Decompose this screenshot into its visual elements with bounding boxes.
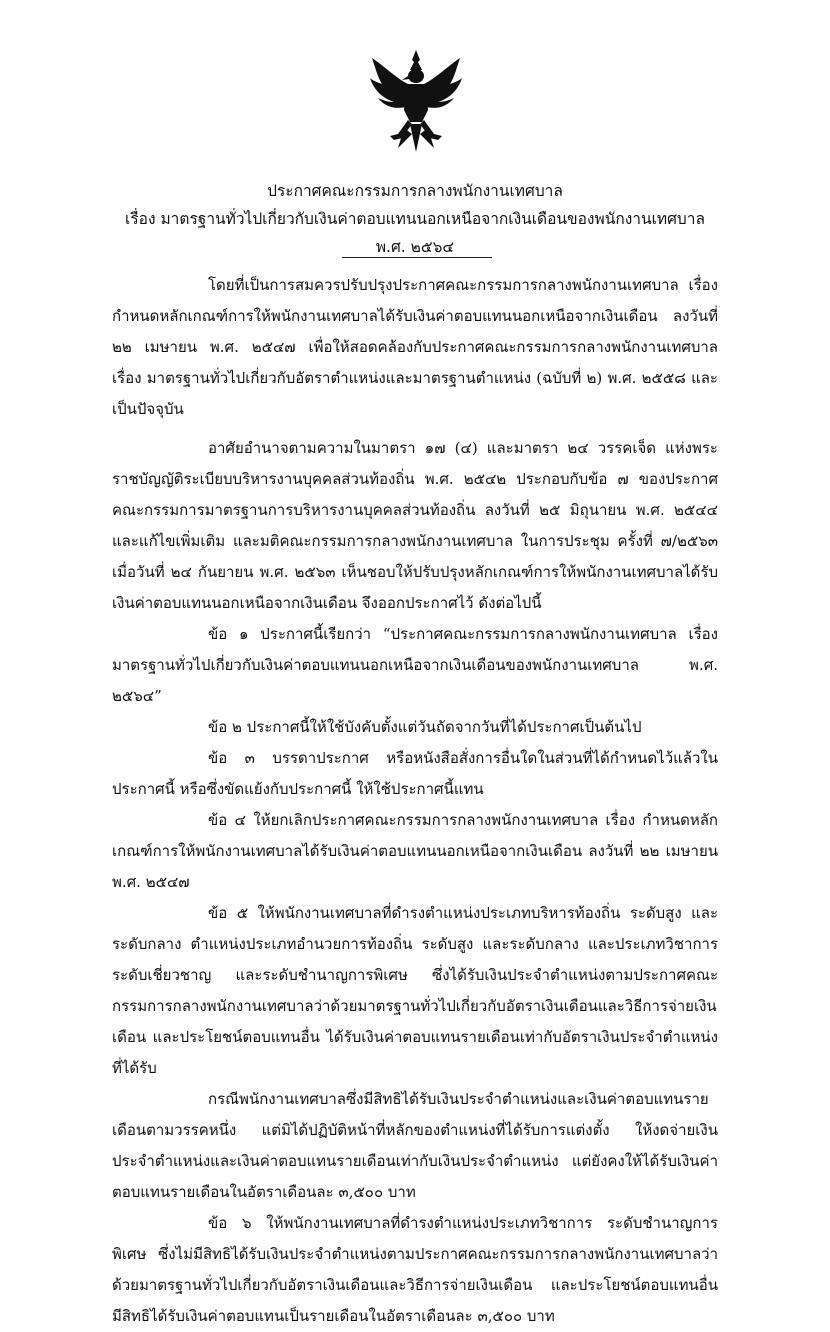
document-body (112, 270, 718, 1332)
paragraph-clause-5: ข้อ ๕ ให้พนักงานเทศบาลที่ดำรงตำแหน่งประเภทบริหารท้องถิ่น ระดับสูง และระดับกลาง ตำแหน่งประเภทอำนวยการท้องถิ่น ระดับสูง และระดับกลาง และประเภทวิชาการ ระดับเชี่ยวชาญ และระดับชำนาญการพิเศษ ซึ่งได้รับเงินประจำตำแหน่งตามประกาศคณะกรรมการกลางพนักงานเทศบาลว่าด้วยมาตรฐานทั่วไปเกี่ยวกับอัตราเงินเดือนและวิธีการจ่ายเงินเดือน และประโยชน์ตอบแทนอื่น ได้รับเงินค่าตอบแทนรายเดือนเท่ากับอัตราเงินประจำตำแหน่งที่ได้รับ (112, 904, 718, 1077)
paragraph-authority: อาศัยอำนาจตามความในมาตรา ๑๗ (๔) และมาตรา ๒๔ วรรคเจ็ด แห่งพระราชบัญญัติระเบียบบริหารงานบุคคลส่วนท้องถิ่น พ.ศ. ๒๕๔๒ ประกอบกับข้อ ๗ ของประกาศคณะกรรมการมาตรฐานการบริหารงานบุคคลส่วนท้องถิ่น ลงวันที่ ๒๕ มิถุนายน พ.ศ. ๒๕๔๔ และแก้ไขเพิ่มเติม และมติคณะกรรมการกลางพนักงานเทศบาล ในการประชุม ครั้งที่ ๗/๒๕๖๓ เมื่อวันที่ ๒๔ กันยายน พ.ศ. ๒๕๖๓ เห็นชอบให้ปรับปรุงหลักเกณฑ์การให้พนักงานเทศบาลได้รับเงินค่าตอบแทนนอกเหนือจากเงินเดือน จึงออกประกาศไว้ ดังต่อไปนี้ (112, 439, 718, 612)
title-divider (342, 257, 492, 258)
paragraph-clause-5-case: กรณีพนักงานเทศบาลซึ่งมีสิทธิได้รับเงินประจำตำแหน่งและเงินค่าตอบแทนรายเดือนตามวรรคหนึ่ง แต่มิได้ปฏิบัติหน้าที่หลักของตำแหน่งที่ได้รับการแต่งตั้ง ให้งดจ่ายเงินประจำตำแหน่งและเงินค่าตอบแทนรายเดือนเท่ากับเงินประจำตำแหน่ง แต่ยังคงให้ได้รับเงินค่าตอบแทนรายเดือนในอัตราเดือนละ ๓,๕๐๐ บาท (112, 1090, 718, 1201)
paragraph-clause-6: ข้อ ๖ ให้พนักงานเทศบาลที่ดำรงตำแหน่งประเภทวิชาการ ระดับชำนาญการพิเศษ ซึ่งไม่มีสิทธิได้รับเงินประจำตำแหน่งตามประกาศคณะกรรมการกลางพนักงานเทศบาลว่าด้วยมาตรฐานทั่วไปเกี่ยวกับอัตราเงินเดือนและวิธีการจ่ายเงินเดือน และประโยชน์ตอบแทนอื่น มีสิทธิได้รับเงินค่าตอบแทนเป็นรายเดือนในอัตราเดือนละ ๓,๕๐๐ บาท (112, 1214, 718, 1325)
paragraph-clause-4: ข้อ ๔ ให้ยกเลิกประกาศคณะกรรมการกลางพนักงานเทศบาล เรื่อง กำหนดหลักเกณฑ์การให้พนักงานเทศบาลได้รับเงินค่าตอบแทนนอกเหนือจากเงินเดือน ลงวันที่ ๒๒ เมษายน พ.ศ. ๒๕๔๗ (112, 811, 718, 891)
paragraph-clause-3: ข้อ ๓ บรรดาประกาศ หรือหนังสือสั่งการอื่นใดในส่วนที่ได้กำหนดไว้แล้วในประกาศนี้ หรือซึ่งขัดแย้งกับประกาศนี้ ให้ใช้ประกาศนี้แทน (112, 749, 718, 798)
announcement-title: ประกาศคณะกรรมการกลางพนักงานเทศบาล (267, 182, 563, 200)
paragraph-clause-2: ข้อ ๒ ประกาศนี้ให้ใช้บังคับตั้งแต่วันถัดจากวันที่ได้ประกาศเป็นต้นไป (208, 718, 642, 736)
paragraph-clause-1: ข้อ ๑ ประกาศนี้เรียกว่า “ประกาศคณะกรรมการกลางพนักงานเทศบาล เรื่อง มาตรฐานทั่วไปเกี่ยวกับเงินค่าตอบแทนนอกเหนือจากเงินเดือนของพนักงานเทศบาล พ.ศ. ๒๕๖๔” (112, 625, 718, 705)
announcement-year: พ.ศ. ๒๕๖๔ (375, 238, 455, 256)
garuda-emblem-icon (368, 48, 464, 158)
announcement-subject: เรื่อง มาตรฐานทั่วไปเกี่ยวกับเงินค่าตอบแทนนอกเหนือจากเงินเดือนของพนักงานเทศบาล (125, 210, 705, 228)
paragraph-preamble: โดยที่เป็นการสมควรปรับปรุงประกาศคณะกรรมการกลางพนักงานเทศบาล เรื่อง กำหนดหลักเกณฑ์การให้พนักงานเทศบาลได้รับเงินค่าตอบแทนนอกเหนือจากเงินเดือน ลงวันที่ ๒๒ เมษายน พ.ศ. ๒๕๔๗ เพื่อให้สอดคล้องกับประกาศคณะกรรมการกลางพนักงานเทศบาล เรื่อง มาตรฐานทั่วไปเกี่ยวกับอัตราตำแหน่งและมาตรฐานตำแหน่ง (ฉบับที่ ๒) พ.ศ. ๒๕๕๘ และเป็นปัจจุบัน (112, 276, 718, 418)
